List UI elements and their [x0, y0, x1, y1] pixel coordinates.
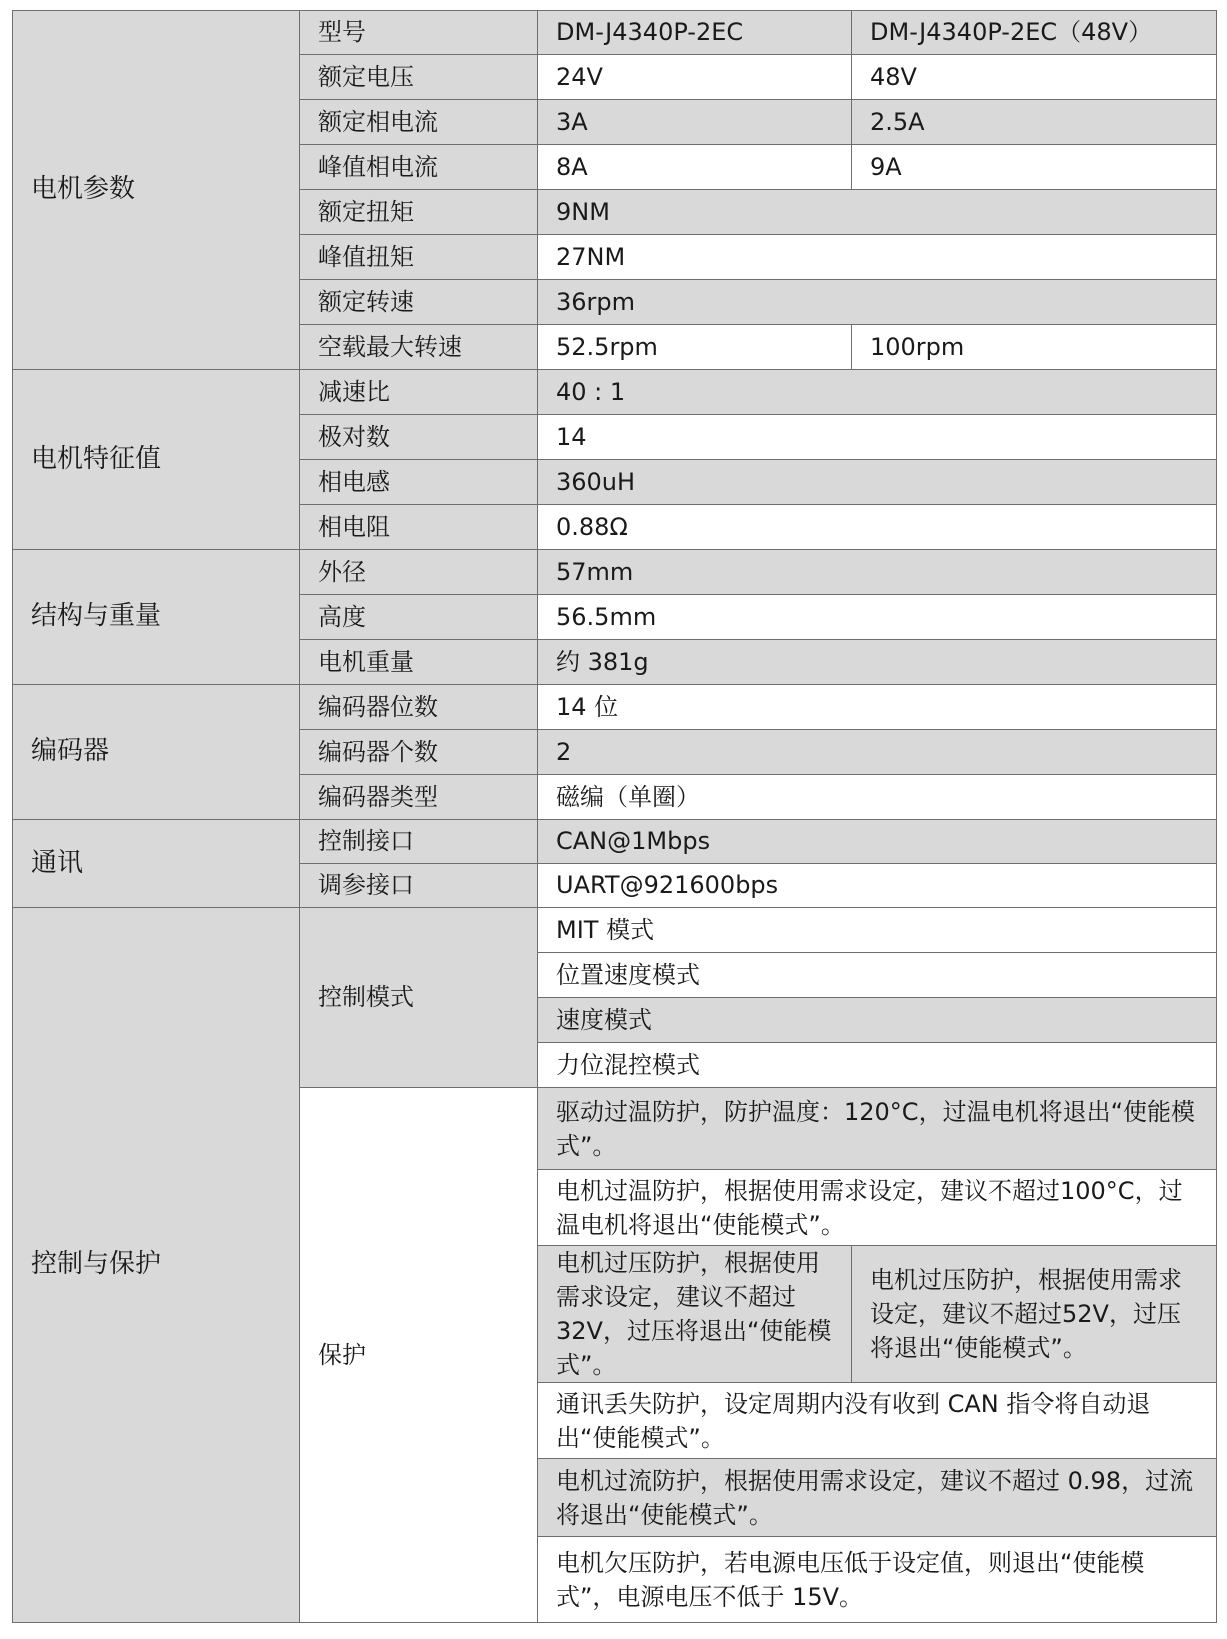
table-row [13, 550, 1217, 595]
row-label-model: 型号 [300, 11, 538, 55]
row-label-peak-phase-current: 峰值相电流 [300, 145, 538, 190]
peak-phase-current-b: 9A [852, 145, 1217, 190]
comm-loss-protection: 通讯丢失防护，设定周期内没有收到 CAN 指令将自动退出“使能模式”。 [538, 1383, 1217, 1459]
row-label-peak-torque: 峰值扭矩 [300, 235, 538, 280]
peak-phase-current-a: 8A [538, 145, 852, 190]
overvoltage-protection-a: 电机过压防护，根据使用需求设定，建议不超过32V，过压将退出“使能模式”。 [538, 1246, 852, 1383]
row-label-phase-inductance: 相电感 [300, 460, 538, 505]
row-label-protection: 保护 [300, 1088, 538, 1623]
motor-weight-value: 约 381g [538, 640, 1217, 685]
encoder-type-value: 磁编（单圈） [538, 775, 1217, 820]
phase-resistance-value: 0.88Ω [538, 505, 1217, 550]
rated-voltage-a: 24V [538, 55, 852, 100]
table-row [13, 11, 1217, 55]
category-encoder: 编码器 [13, 685, 300, 820]
control-mode-position-speed: 位置速度模式 [538, 953, 1217, 998]
category-communication: 通讯 [13, 820, 300, 908]
control-mode-force-position: 力位混控模式 [538, 1043, 1217, 1088]
row-label-height: 高度 [300, 595, 538, 640]
driver-overtemp-protection: 驱动过温防护，防护温度：120°C，过温电机将退出“使能模式”。 [538, 1088, 1217, 1170]
rated-speed-value: 36rpm [538, 280, 1217, 325]
table-row [13, 908, 1217, 953]
model-b: DM-J4340P-2EC（48V） [852, 11, 1217, 55]
encoder-count-value: 2 [538, 730, 1217, 775]
row-label-rated-torque: 额定扭矩 [300, 190, 538, 235]
no-load-max-speed-a: 52.5rpm [538, 325, 852, 370]
overcurrent-protection: 电机过流防护，根据使用需求设定，建议不超过 0.98，过流将退出“使能模式”。 [538, 1459, 1217, 1537]
row-label-encoder-count: 编码器个数 [300, 730, 538, 775]
row-label-no-load-max-speed: 空载最大转速 [300, 325, 538, 370]
rated-phase-current-b: 2.5A [852, 100, 1217, 145]
motor-overtemp-protection: 电机过温防护，根据使用需求设定，建议不超过100°C，过温电机将退出“使能模式”。 [538, 1170, 1217, 1246]
row-label-reduction-ratio: 减速比 [300, 370, 538, 415]
row-label-rated-voltage: 额定电压 [300, 55, 538, 100]
category-motor-characteristics: 电机特征值 [13, 370, 300, 550]
undervoltage-protection: 电机欠压防护，若电源电压低于设定值，则退出“使能模式”，电源电压不低于 15V。 [538, 1537, 1217, 1623]
pole-pairs-value: 14 [538, 415, 1217, 460]
no-load-max-speed-b: 100rpm [852, 325, 1217, 370]
reduction-ratio-value: 40 : 1 [538, 370, 1217, 415]
table-row [13, 820, 1217, 864]
phase-inductance-value: 360uH [538, 460, 1217, 505]
row-label-control-mode: 控制模式 [300, 908, 538, 1088]
control-mode-speed: 速度模式 [538, 998, 1217, 1043]
row-label-motor-weight: 电机重量 [300, 640, 538, 685]
rated-voltage-b: 48V [852, 55, 1217, 100]
height-value: 56.5mm [538, 595, 1217, 640]
category-control-protection: 控制与保护 [13, 908, 300, 1623]
category-motor-params: 电机参数 [13, 11, 300, 370]
row-label-control-interface: 控制接口 [300, 820, 538, 864]
tuning-interface-value: UART@921600bps [538, 864, 1217, 908]
overvoltage-protection-b: 电机过压防护，根据使用需求设定，建议不超过52V，过压将退出“使能模式”。 [852, 1246, 1217, 1383]
table-row [13, 370, 1217, 415]
row-label-pole-pairs: 极对数 [300, 415, 538, 460]
control-interface-value: CAN@1Mbps [538, 820, 1217, 864]
outer-diameter-value: 57mm [538, 550, 1217, 595]
table-row [13, 685, 1217, 730]
peak-torque-value: 27NM [538, 235, 1217, 280]
category-structure-weight: 结构与重量 [13, 550, 300, 685]
control-mode-mit: MIT 模式 [538, 908, 1217, 953]
row-label-encoder-bits: 编码器位数 [300, 685, 538, 730]
row-label-outer-diameter: 外径 [300, 550, 538, 595]
encoder-bits-value: 14 位 [538, 685, 1217, 730]
row-label-encoder-type: 编码器类型 [300, 775, 538, 820]
rated-phase-current-a: 3A [538, 100, 852, 145]
row-label-rated-phase-current: 额定相电流 [300, 100, 538, 145]
spec-table [12, 10, 1217, 1623]
rated-torque-value: 9NM [538, 190, 1217, 235]
row-label-tuning-interface: 调参接口 [300, 864, 538, 908]
row-label-phase-resistance: 相电阻 [300, 505, 538, 550]
row-label-rated-speed: 额定转速 [300, 280, 538, 325]
model-a: DM-J4340P-2EC [538, 11, 852, 55]
